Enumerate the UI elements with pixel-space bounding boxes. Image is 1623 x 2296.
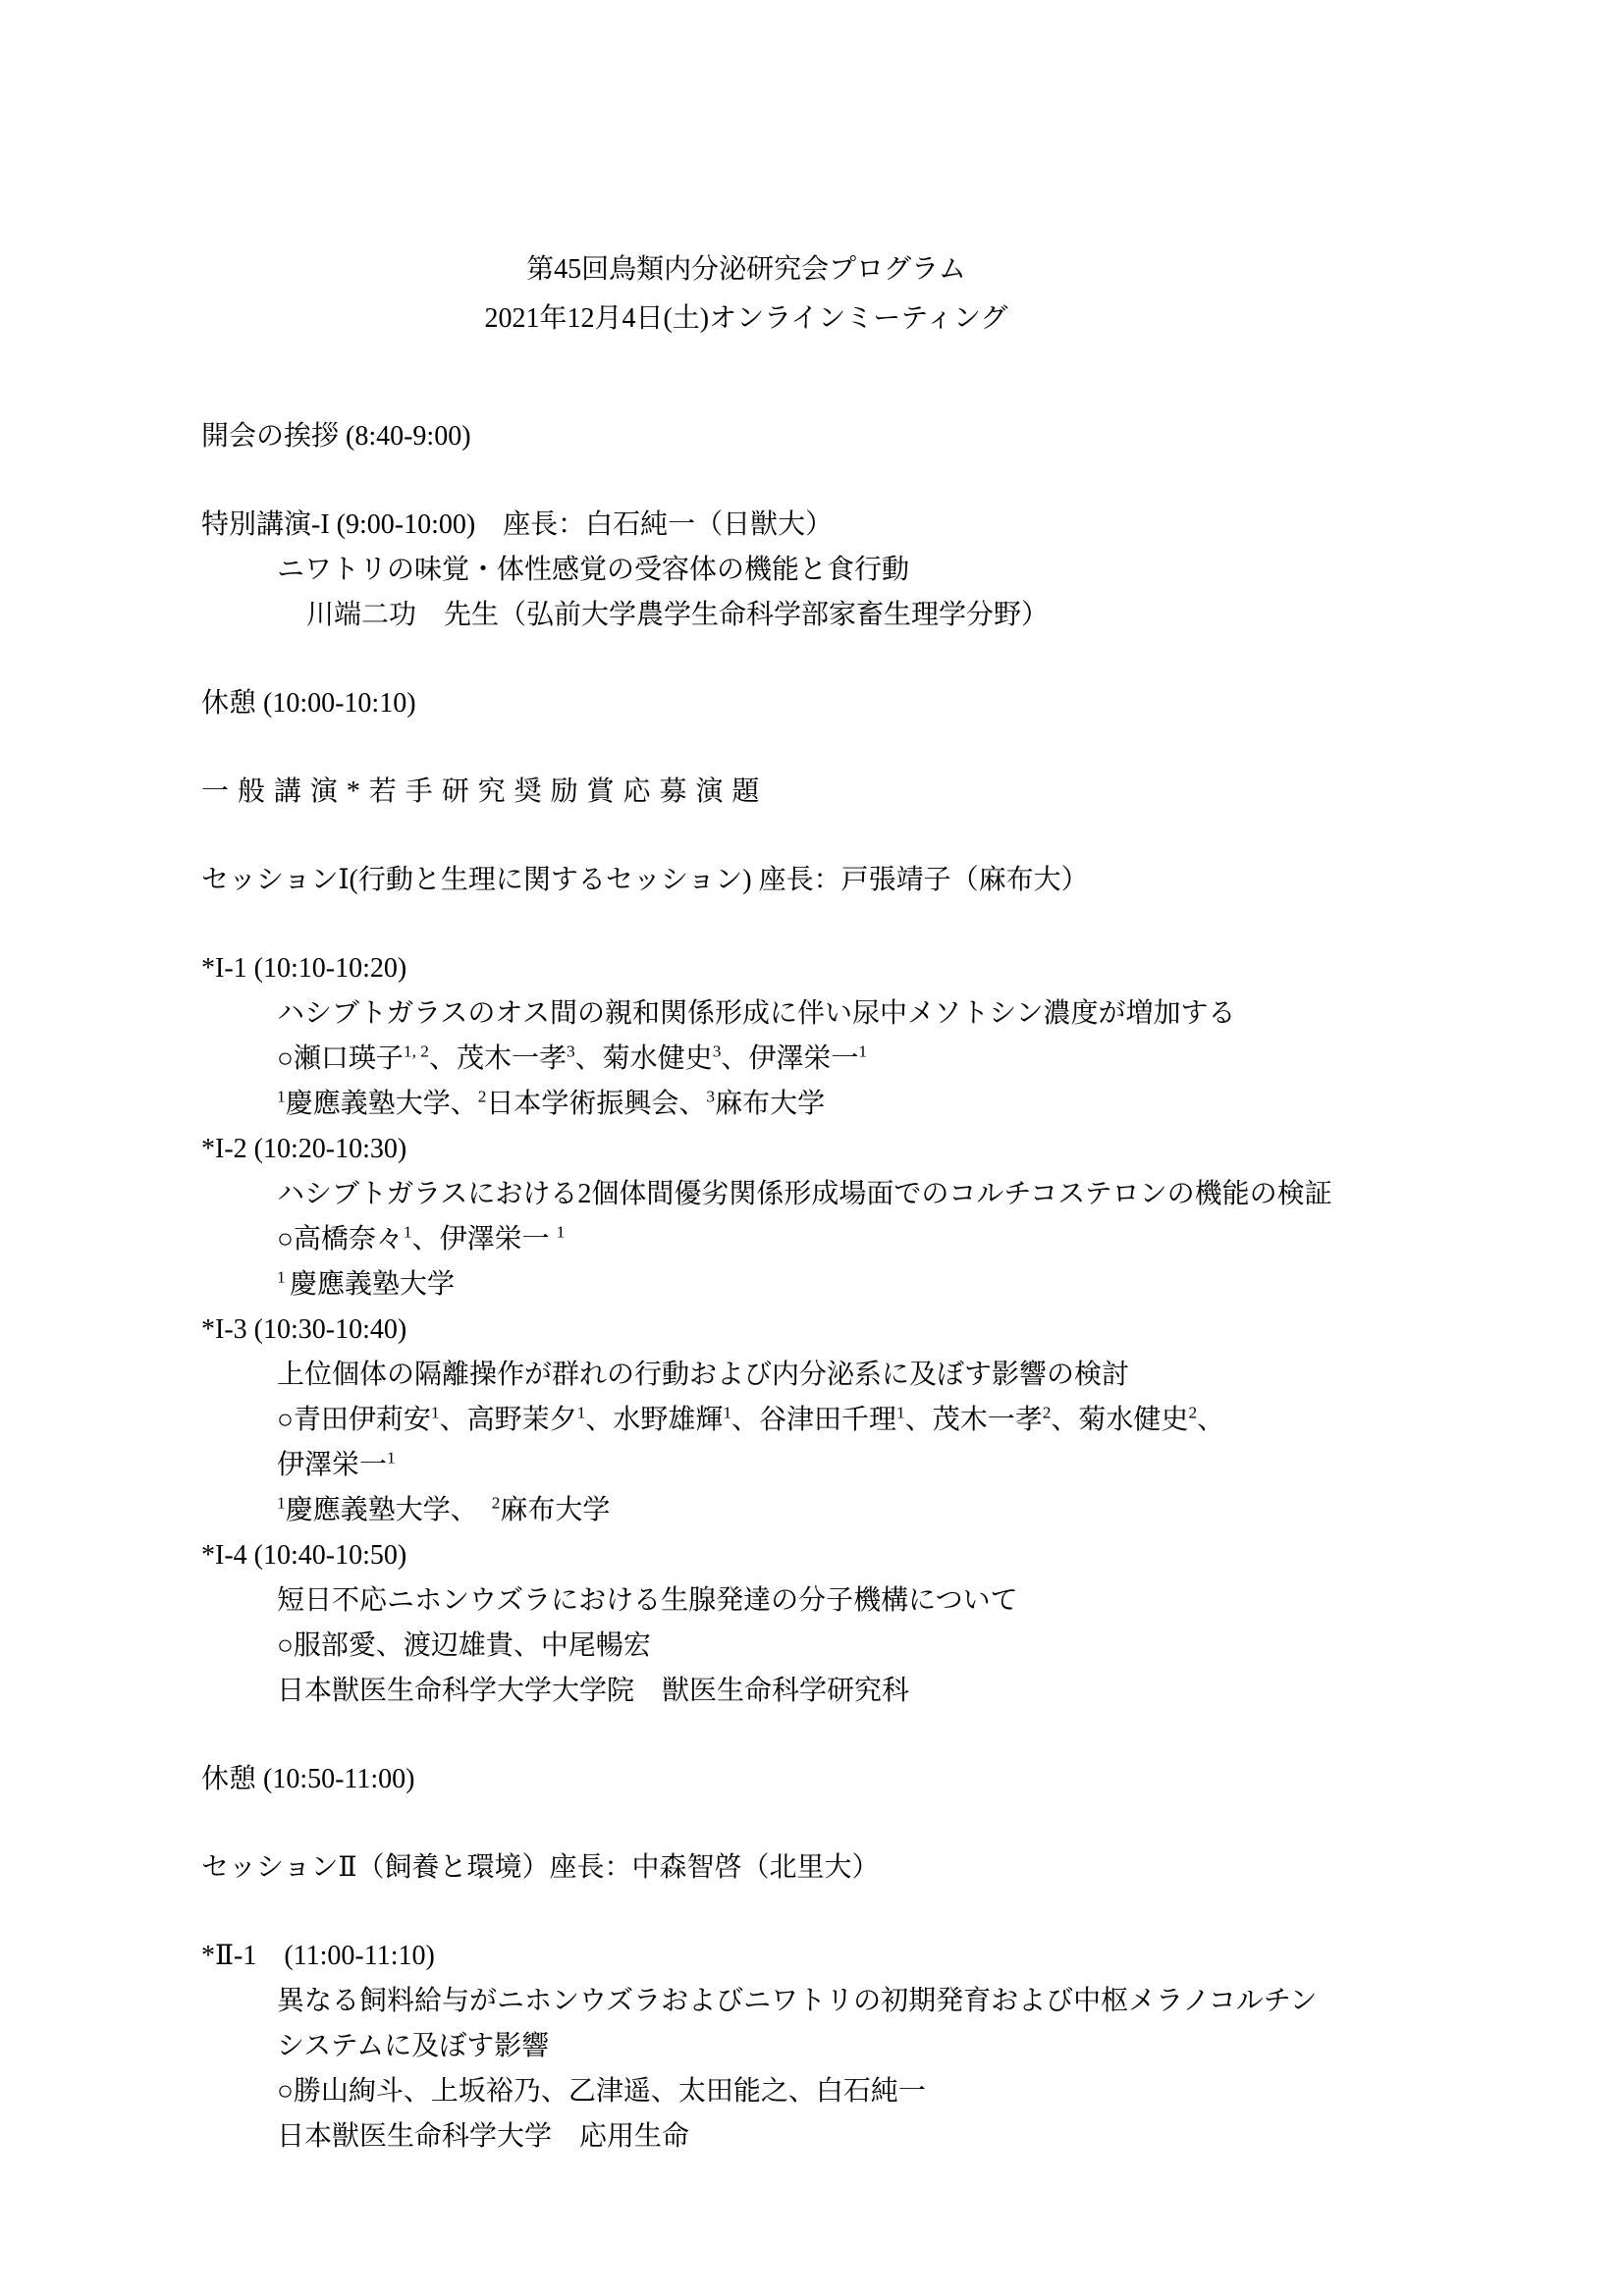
title-block [201, 245, 1291, 344]
talk-I-1-title: ハシブトガラスのオス間の親和関係形成に伴い尿中メソトシン濃度が増加する [277, 998, 1236, 1029]
talk-II-1-title-line-2: システムに及ぼす影響 [277, 2031, 550, 2061]
session-2-header: セッションⅡ（飼養と環境）座長：中森智啓（北里大） [201, 1852, 880, 1883]
talk-I-4-authors: ○服部愛、渡辺雄貴、中尾暢宏 [277, 1630, 651, 1661]
special-lecture-speaker: 川端二功 先生（弘前大学農学生命科学部家畜生理学分野） [306, 600, 1050, 630]
talk-II-1-affiliation: 日本獣医生命科学大学 応用生命 [277, 2121, 690, 2152]
talk-I-2-title: ハシブトガラスにおける2個体間優劣関係形成場面でのコルチコステロンの機能の検証 [277, 1179, 1332, 1209]
special-lecture-header: 特別講演-I (9:00-10:00) 座長：白石純一（日獣大） [201, 509, 834, 540]
talk-I-3-authors-line-1: ○青田伊莉安$^1$、高野茉夕$^1$、水野雄輝$^1$、谷津田千理$^1$、茂木一孝$^2$、菊水健史$^2$、 [277, 1403, 1225, 1435]
talk-II-1-authors: ○勝山絢斗、上坂裕乃、乙津遥、太田能之、白石純一 [277, 2076, 926, 2107]
break-1: 休憩 (10:00-10:10) [201, 688, 416, 719]
talk-I-4-header: *I-4 (10:40-10:50) [201, 1540, 407, 1571]
talk-I-3-affiliation: $^1$慶應義塾大学、 $^2$麻布大学 [277, 1493, 611, 1525]
talk-I-4-affiliation: 日本獣医生命科学大学大学院 獣医生命科学研究科 [277, 1676, 910, 1706]
session-1-header: セッションⅠ(行動と生理に関するセッション) 座長：戸張靖子（麻布大） [201, 865, 1089, 895]
program-title: 第45回鳥類内分泌研究会プログラム [526, 254, 966, 285]
talk-I-1-authors: ○瀬口瑛子$^{1, 2}$、茂木一孝$^3$、菊水健史$^3$、伊澤栄一$^1$ [277, 1041, 868, 1074]
talk-I-2-header: *I-2 (10:20-10:30) [201, 1134, 407, 1164]
special-lecture-title: ニワトリの味覚・体性感覚の受容体の機能と食行動 [277, 555, 910, 585]
talk-II-1-title-line-1: 異なる飼料給与がニホンウズラおよびニワトリの初期発育および中枢メラノコルチン [277, 1986, 1318, 2016]
program-date: 2021年12月4日(土)オンラインミーティング [484, 303, 1008, 334]
talk-I-4-title: 短日不応ニホンウズラにおける生腺発達の分子機構について [277, 1585, 1018, 1616]
break-2: 休憩 (10:50-11:00) [201, 1764, 415, 1794]
talk-I-1-affiliation: $^1$慶應義塾大学、$^2$日本学術振興会、$^3$麻布大学 [277, 1087, 826, 1119]
talk-I-3-header: *I-3 (10:30-10:40) [201, 1314, 407, 1345]
talk-II-1-header: *Ⅱ-1 (11:00-11:10) [201, 1941, 435, 1971]
talk-I-2-authors: ○高橋奈々$^1$、伊澤栄一 $^1$ [277, 1222, 566, 1255]
talk-I-3-title: 上位個体の隔離操作が群れの行動および内分泌系に及ぼす影響の検討 [277, 1360, 1130, 1390]
opening-remarks: 開会の挨拶 (8:40-9:00) [201, 421, 471, 452]
talk-I-1-header: *I-1 (10:10-10:20) [201, 953, 407, 984]
general-session-note: 一般講演*若手研究奨励賞応募演題 [201, 776, 769, 807]
talk-I-2-affiliation: $^1$ 慶應義塾大学 [277, 1267, 456, 1300]
talk-I-3-authors-line-2: 伊澤栄一$^1$ [277, 1448, 396, 1480]
